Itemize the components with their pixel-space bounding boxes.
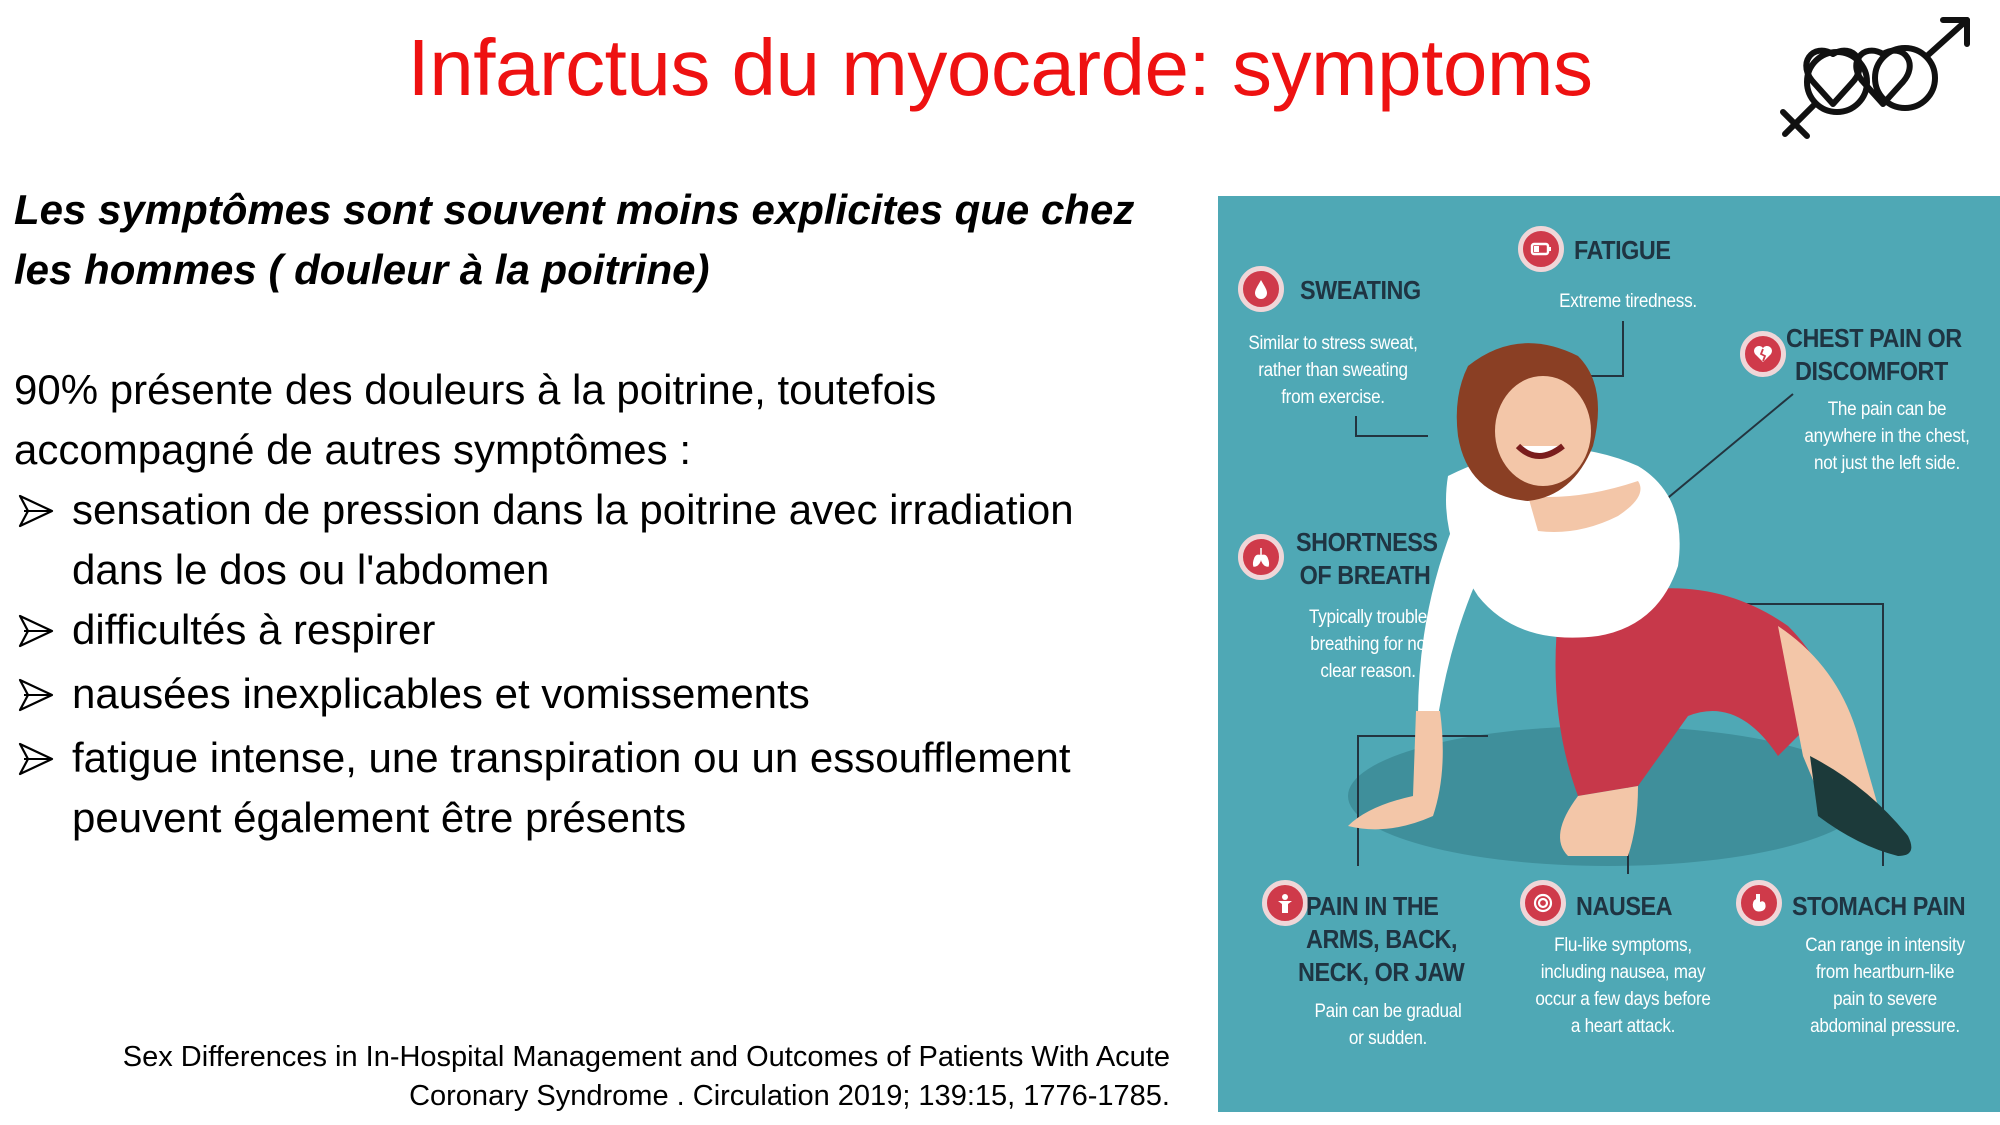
bullet-text: dans le dos ou l'abdomen: [72, 546, 550, 593]
symptom-desc-arms: [1288, 998, 1488, 1052]
symptom-desc-line: anywhere in the chest,: [1804, 426, 1970, 447]
symptom-desc-line: Typically trouble: [1308, 607, 1428, 628]
arrowhead-bullet-icon: [14, 480, 72, 600]
symptom-desc-line: abdominal pressure.: [1810, 1016, 1960, 1037]
arrowhead-bullet-icon: [14, 600, 72, 664]
symptom-desc-line: Flu-like symptoms,: [1554, 935, 1692, 956]
symptom-desc-line: Pain can be gradual: [1314, 1001, 1462, 1022]
symptom-desc-breath: [1278, 604, 1458, 685]
symptom-desc-line: clear reason.: [1320, 661, 1416, 682]
symptom-shortness-of-breath: [1296, 526, 1476, 592]
symptom-title: NAUSEA: [1576, 891, 1673, 921]
lead-line: les hommes ( douleur à la poitrine): [14, 246, 710, 293]
intro-line: accompagné de autres symptômes :: [14, 426, 692, 473]
citation-line: Coronary Syndrome . Circulation 2019; 139:15, 1776-1785.: [409, 1080, 1170, 1112]
symptom-desc-line: occur a few days before: [1535, 989, 1711, 1010]
symptom-desc-chest: [1773, 396, 2000, 477]
stomach-icon: [1736, 880, 1782, 926]
symptom-desc-line: not just the left side.: [1814, 453, 1960, 474]
bullet-text: sensation de pression dans la poitrine avec irradiation: [72, 486, 1074, 533]
symptom-desc-line: Similar to stress sweat,: [1248, 333, 1418, 354]
symptom-title: ARMS, BACK,: [1306, 924, 1458, 954]
symptom-desc-fatigue: [1518, 288, 1738, 315]
symptom-title: SWEATING: [1300, 275, 1421, 305]
symptom-desc-line: The pain can be: [1827, 399, 1947, 420]
symptom-desc-line: Extreme tiredness.: [1559, 291, 1697, 312]
symptom-title: SHORTNESS: [1296, 527, 1438, 557]
bullet-item: [14, 600, 1204, 664]
symptom-desc-nausea: [1508, 932, 1738, 1040]
symptom-title: NECK, OR JAW: [1298, 957, 1465, 987]
symptom-nausea: [1576, 890, 1726, 923]
lead-statement: [14, 180, 1194, 300]
symptom-title: DISCOMFORT: [1795, 356, 1948, 386]
low-battery-icon: [1518, 226, 1564, 272]
bullet-text: peuvent également être présents: [72, 794, 687, 841]
bullet-text: nausées inexplicables et vomissements: [72, 670, 810, 717]
symptom-desc-line: Can range in intensity: [1805, 935, 1965, 956]
bullet-item: [14, 664, 1204, 728]
symptom-desc-stomach: [1770, 932, 2000, 1040]
citation-line: Sex Differences in In-Hospital Management and Outcomes of Patients With Acute: [122, 1041, 1170, 1073]
lungs-icon: [1238, 534, 1284, 580]
symptom-title: STOMACH PAIN: [1792, 891, 1966, 921]
symptom-fatigue: [1574, 234, 1774, 267]
symptom-desc-line: from heartburn-like: [1815, 962, 1955, 983]
symptom-desc-sweating: [1218, 330, 1448, 411]
symptom-stomach-pain: [1792, 890, 2000, 923]
citation: [30, 1038, 1170, 1116]
symptom-desc-line: from exercise.: [1281, 387, 1385, 408]
symptom-title: FATIGUE: [1574, 235, 1671, 265]
bullet-text: fatigue intense, une transpiration ou un essoufflement: [72, 734, 1071, 781]
arrowhead-bullet-icon: [14, 728, 72, 848]
symptom-title: PAIN IN THE: [1306, 891, 1439, 921]
spiral-icon: [1520, 880, 1566, 926]
bullet-item: [14, 480, 1204, 600]
intro-paragraph: [14, 360, 1194, 480]
symptom-desc-line: rather than sweating: [1258, 360, 1408, 381]
intro-line: 90% présente des douleurs à la poitrine, toutefois: [14, 366, 937, 413]
heart-attack-symptoms-infographic: [1218, 196, 2000, 1112]
body-pain-icon: [1262, 880, 1308, 926]
bullet-text: difficultés à respirer: [72, 606, 436, 653]
lead-line: Les symptômes sont souvent moins explicites que chez: [14, 186, 1135, 233]
broken-heart-icon: [1740, 331, 1786, 377]
symptom-desc-line: breathing for no: [1310, 634, 1426, 655]
symptom-desc-line: a heart attack.: [1570, 1016, 1676, 1037]
symptom-pain-arms: [1298, 890, 1506, 989]
slide-title: Infarctus du myocarde: symptoms: [407, 23, 1593, 112]
gender-hearts-logo: [1755, 12, 1995, 147]
bullet-item: [14, 728, 1204, 848]
symptom-title: CHEST PAIN OR: [1786, 323, 1962, 353]
symptom-desc-line: or sudden.: [1348, 1028, 1428, 1049]
sweat-drop-icon: [1238, 266, 1284, 312]
arrowhead-bullet-icon: [14, 664, 72, 728]
symptom-desc-line: pain to severe: [1833, 989, 1937, 1010]
symptom-chest-pain: [1786, 322, 2000, 388]
symptom-desc-line: including nausea, may: [1540, 962, 1706, 983]
symptom-bullet-list: [14, 480, 1204, 848]
symptom-title: OF BREATH: [1299, 560, 1431, 590]
